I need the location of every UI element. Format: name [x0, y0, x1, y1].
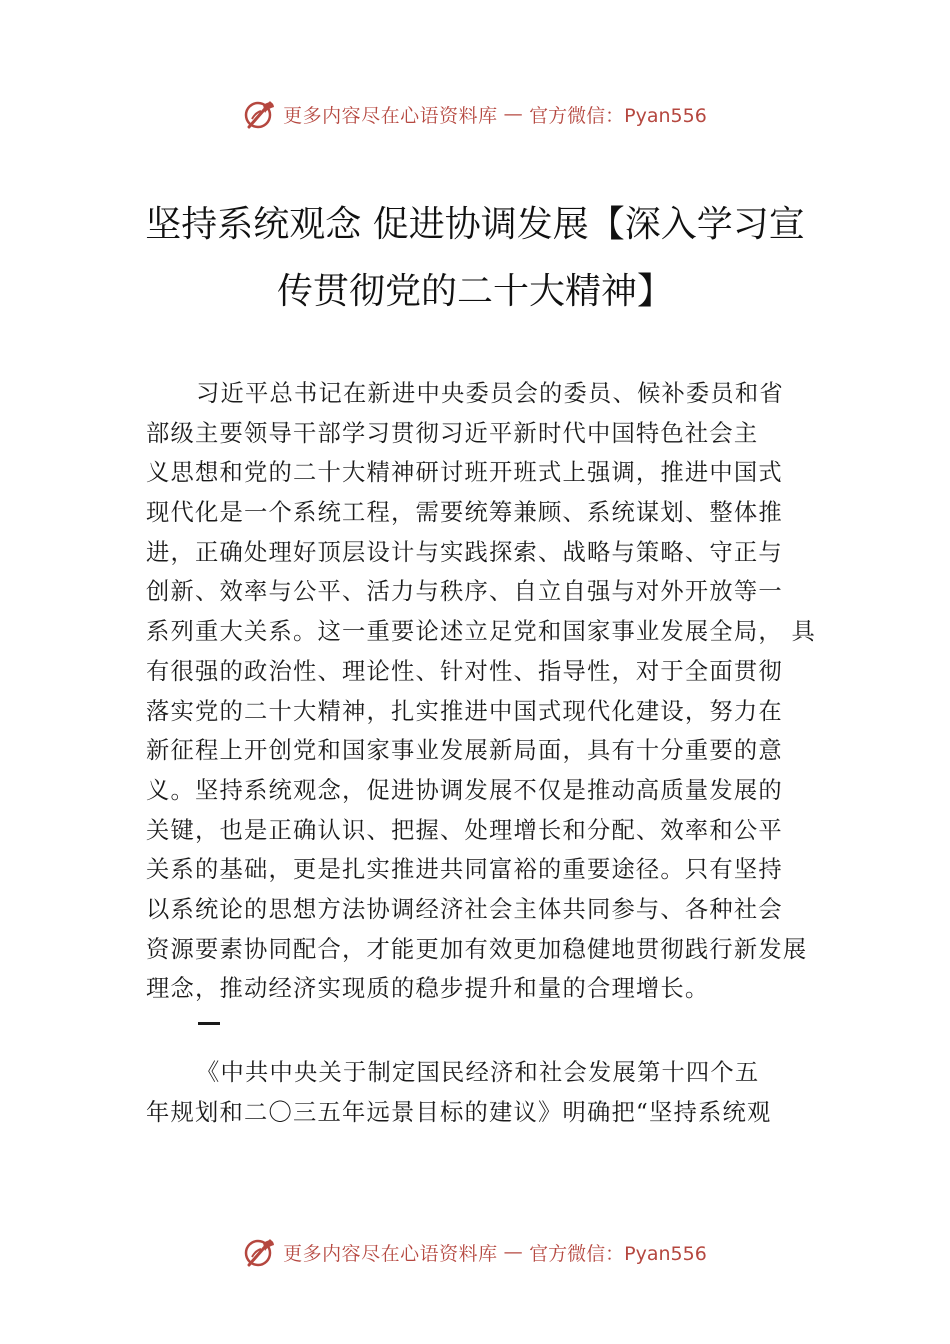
paragraph-1 [146, 374, 826, 1009]
paragraph-line: 部级主要领导干部学习贯彻习近平新时代中国特色社会主 [146, 419, 759, 447]
banner-separator: — [503, 103, 524, 125]
paragraph-line: 系列重大关系。这一重要论述立足党和国家事业发展全局， 具 [146, 618, 817, 646]
paragraph-line: 关键，也是正确认识、把握、处理增长和分配、效率和公平 [146, 816, 783, 844]
paragraph-line: 进，正确处理好顶层设计与实践探索、战略与策略、守正与 [146, 538, 783, 566]
paragraph-line: 义。坚持系统观念，促进协调发展不仅是推动高质量发展的 [146, 776, 783, 804]
paragraph-line: 义思想和党的二十大精神研讨班开班式上强调，推进中国式 [146, 459, 783, 487]
banner-contact-text: 官方微信：Pyan556 [529, 104, 707, 127]
paragraph-line: 创新、效率与公平、活力与秩序、自立自强与对外开放等一 [146, 578, 783, 606]
quill-logo-icon [243, 1235, 277, 1269]
banner-brand-text: 更多内容尽在心语资料库 [283, 104, 498, 127]
document-title-line-2: 传贯彻党的二十大精神】 [276, 271, 673, 312]
section-marker-text [198, 1022, 199, 1023]
banner-separator: — [503, 1241, 524, 1263]
paragraph-line: 有很强的政治性、理论性、针对性、指导性，对于全面贯彻 [146, 657, 783, 685]
section-heading-marker [198, 1022, 220, 1025]
paragraph-line: 以系统论的思想方法协调经济社会主体共同参与、各种社会 [146, 895, 783, 923]
paragraph-line: 落实党的二十大精神，扎实推进中国式现代化建设，努力在 [146, 697, 783, 725]
paragraph-line: 年规划和二〇三五年远景目标的建议》明确把“坚持系统观 [146, 1098, 772, 1126]
paragraph-line: 理念，推动经济实现质的稳步提升和量的合理增长。 [146, 975, 710, 1003]
header-banner [0, 94, 950, 134]
paragraph-line: 现代化是一个系统工程，需要统筹兼顾、系统谋划、整体推 [146, 499, 783, 527]
paragraph-line: 关系的基础，更是扎实推进共同富裕的重要途径。只有坚持 [146, 856, 783, 884]
footer-banner [0, 1232, 950, 1272]
paragraph-line: 资源要素协同配合，才能更加有效更加稳健地贯彻践行新发展 [146, 935, 808, 963]
paragraph-line: 习近平总书记在新进中央委员会的委员、候补委员和省 [196, 380, 784, 407]
paragraph-2 [146, 1053, 826, 1132]
paragraph-line: 新征程上开创党和国家事业发展新局面，具有十分重要的意 [146, 737, 783, 765]
banner-contact-text: 官方微信：Pyan556 [529, 1242, 707, 1265]
quill-logo-icon [243, 97, 277, 131]
document-title-line-1: 坚持系统观念 促进协调发展【深入学习宣 [145, 204, 805, 245]
banner-brand-text: 更多内容尽在心语资料库 [283, 1242, 498, 1265]
paragraph-line: 《中共中央关于制定国民经济和社会发展第十四个五 [196, 1059, 760, 1086]
